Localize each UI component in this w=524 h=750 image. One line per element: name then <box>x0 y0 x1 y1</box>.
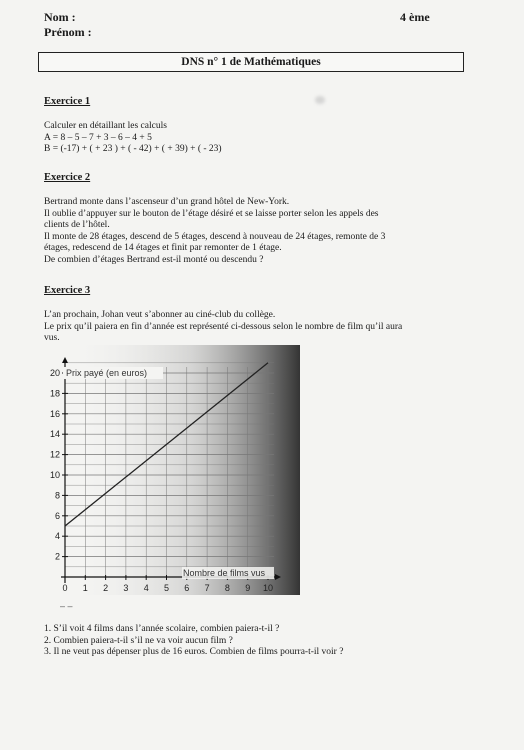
exercise-2-line: étages, redescend de 14 étages et finit par remonter de 1 étage. <box>44 243 282 253</box>
y-tick-label: 4 <box>54 531 60 542</box>
smudge-mark <box>315 96 325 104</box>
y-tick-label: 20 <box>49 368 60 378</box>
question-item: 3. Il ne veut pas dépenser plus de 16 euros. Combien de films pourra-t-il voir ? <box>44 647 344 657</box>
grade-label: 4 ème <box>400 10 430 24</box>
x-tick-label: 8 <box>224 583 230 593</box>
exercise-1-line: B = (-17) + ( + 23 ) + ( - 42) + ( + 39) + ( - 23) <box>44 144 222 154</box>
exercise-3-line: vus. <box>44 333 60 343</box>
exercise-2-line: Bertrand monte dans l’ascenseur d’un grand hôtel de New-York. <box>44 197 290 207</box>
y-tick-label: 12 <box>49 449 60 460</box>
question-item: 1. S’il voit 4 films dans l’année scolaire, combien paiera-t-il ? <box>44 624 280 634</box>
axis-stub-mark: ‒ ‒ <box>60 601 73 611</box>
y-axis-label: Prix payé (en euros) <box>66 368 148 378</box>
exercise-2-line: Il oublie d’appuyer sur le bouton de l’étage désiré et se laisse porter selon les appels des <box>44 208 379 219</box>
price-chart <box>40 345 300 615</box>
exercise-1-text <box>44 121 222 156</box>
scan-shadow <box>60 345 300 595</box>
y-tick-label: 8 <box>54 490 60 501</box>
exercise-2-line: De combien d’étages Bertrand est-il monté ou descendu ? <box>44 254 264 265</box>
x-tick-label: 5 <box>163 583 170 593</box>
x-tick-label: 4 <box>143 583 149 593</box>
y-tick-label: 10 <box>49 470 60 480</box>
y-tick-label: 16 <box>49 408 60 419</box>
exercise-2-line: clients de l’hôtel. <box>44 220 110 230</box>
x-tick-label: 7 <box>204 583 210 593</box>
firstname-label: Prénom : <box>44 25 92 39</box>
x-tick-label: 10 <box>262 583 274 593</box>
y-tick-label: 14 <box>49 429 60 440</box>
page-title: DNS n° 1 de Mathématiques <box>38 52 464 72</box>
x-tick-label: 2 <box>103 583 109 593</box>
exercise-2-line: Il monte de 28 étages, descend de 5 étages, descend à nouveau de 24 étages, remonte de 3 <box>44 231 386 242</box>
exercise-3-text <box>44 310 402 345</box>
exercise-1-title: Exercice 1 <box>44 96 91 107</box>
x-tick-label: 1 <box>82 583 88 593</box>
y-tick-label: 6 <box>54 510 60 521</box>
y-tick-label: 2 <box>54 551 60 562</box>
exercise-3-line: Le prix qu’il paiera en fin d’année est représenté ci-dessous selon le nombre de film qu’il aura <box>44 321 403 332</box>
name-label: Nom : <box>44 10 76 24</box>
exercise-2-text <box>44 197 385 266</box>
x-tick-label: 9 <box>245 583 251 593</box>
y-tick-label: 18 <box>49 388 60 399</box>
exercise-3-questions <box>44 624 343 659</box>
exercise-3-line: L’an prochain, Johan veut s’abonner au ciné-club du collège. <box>44 310 276 320</box>
x-tick-label: 0 <box>62 583 68 593</box>
exercise-1-line: Calculer en détaillant les calculs <box>44 121 167 131</box>
exercise-3-title: Exercice 3 <box>44 285 91 296</box>
exercise-2-title: Exercice 2 <box>44 172 91 183</box>
x-tick-label: 3 <box>123 583 129 593</box>
x-tick-label: 6 <box>184 583 190 593</box>
exercise-1-line: A = 8 – 5 – 7 + 3 – 6 – 4 + 5 <box>44 132 152 143</box>
question-item: 2. Combien paiera-t-il s’il ne va voir aucun film ? <box>44 635 233 646</box>
x-axis-label: Nombre de films vus <box>183 568 266 578</box>
